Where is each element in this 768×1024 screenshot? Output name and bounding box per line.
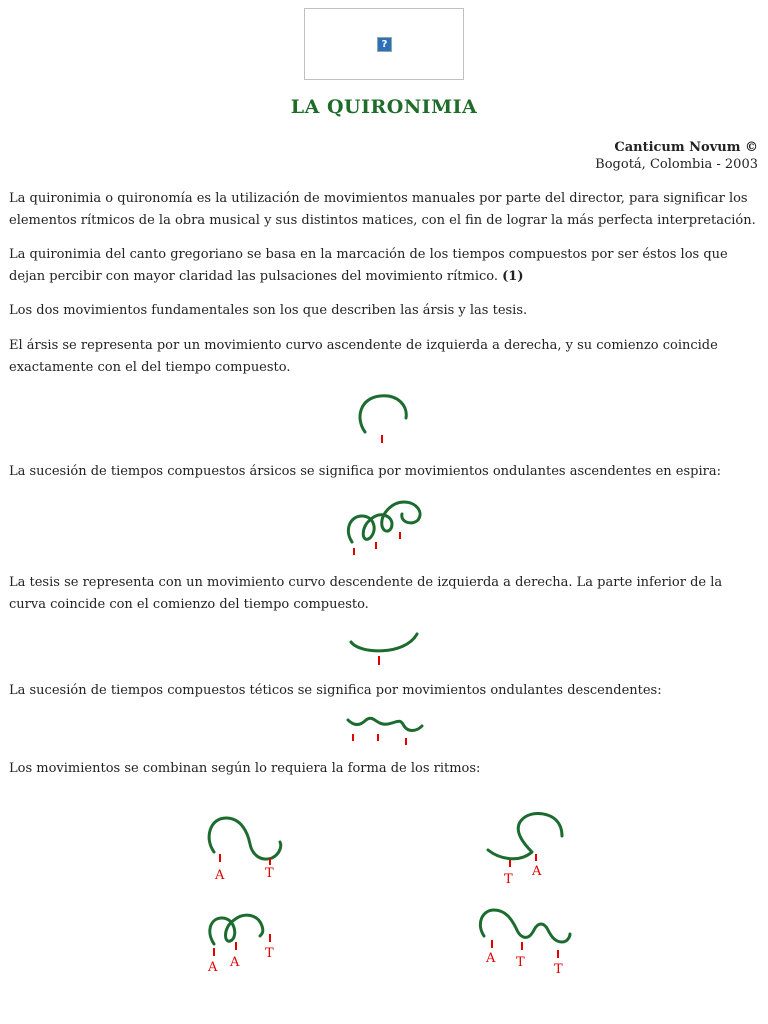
arsis-diagram [350,388,420,446]
label-t: T [554,962,563,977]
thesis-undulations-diagram [344,712,428,748]
paragraph-thesis-succession: La sucesión de tiempos compuestos téticos se significa por movimientos ondulantes descendentes: [9,683,662,698]
label-a: A [230,955,240,970]
label-a: A [486,951,496,966]
broken-image-placeholder [304,8,464,80]
combination-diagram-3 [200,906,300,978]
paragraph-gregorian [9,244,759,288]
label-t: T [516,955,525,970]
label-a: A [532,864,542,879]
label-a: A [208,960,218,975]
arsis-spiral-diagram [340,494,430,558]
combination-diagram-2 [478,806,578,886]
broken-image-icon: ? [377,37,392,52]
footnote-ref[interactable]: (1) [502,269,524,284]
page-title: LA QUIRONIMIA [290,96,478,118]
paragraph-fundamentals: Los dos movimientos fundamentales son los que describen las ársis y las tesis. [9,303,528,318]
paragraph-thesis: La tesis se representa con un movimiento curvo descendente de izquierda a derecha. La parte inferior de la curva coincide con el comienzo del tiempo compuesto. [9,575,723,612]
combination-diagram-4 [472,902,582,980]
paragraph-arsis: El ársis se representa por un movimiento curvo ascendente de izquierda a derecha, y su comienzo coincide exactamente con el del tiempo compuesto. [9,338,718,375]
author-block [595,139,758,173]
label-a: A [215,868,225,883]
paragraph-gregorian-text: La quironimia del canto gregoriano se basa en la marcación de los tiempos compuestos por ser éstos los que dejan percibir con mayor claridad las pulsaciones del movimiento rítmico. [9,247,728,284]
thesis-diagram [345,628,425,668]
paragraph-combinations: Los movimientos se combinan según lo requiera la forma de los ritmos: [9,761,481,776]
label-t: T [265,946,274,961]
combination-diagram-1 [200,808,300,884]
label-t: T [504,872,513,886]
author-name: Canticum Novum © [614,140,758,155]
paragraph-definition: La quironimia o quironomía es la utilización de movimientos manuales por parte del director, para significar los elementos rítmicos de la obra musical y sus distintos matices, con el fin de lograr la más perfecta interpretación. [9,191,756,228]
paragraph-arsis-succession: La sucesión de tiempos compuestos ársicos se significa por movimientos ondulantes ascendentes en espira: [9,464,721,479]
label-t: T [265,866,274,881]
place-date: Bogotá, Colombia - 2003 [595,157,758,172]
